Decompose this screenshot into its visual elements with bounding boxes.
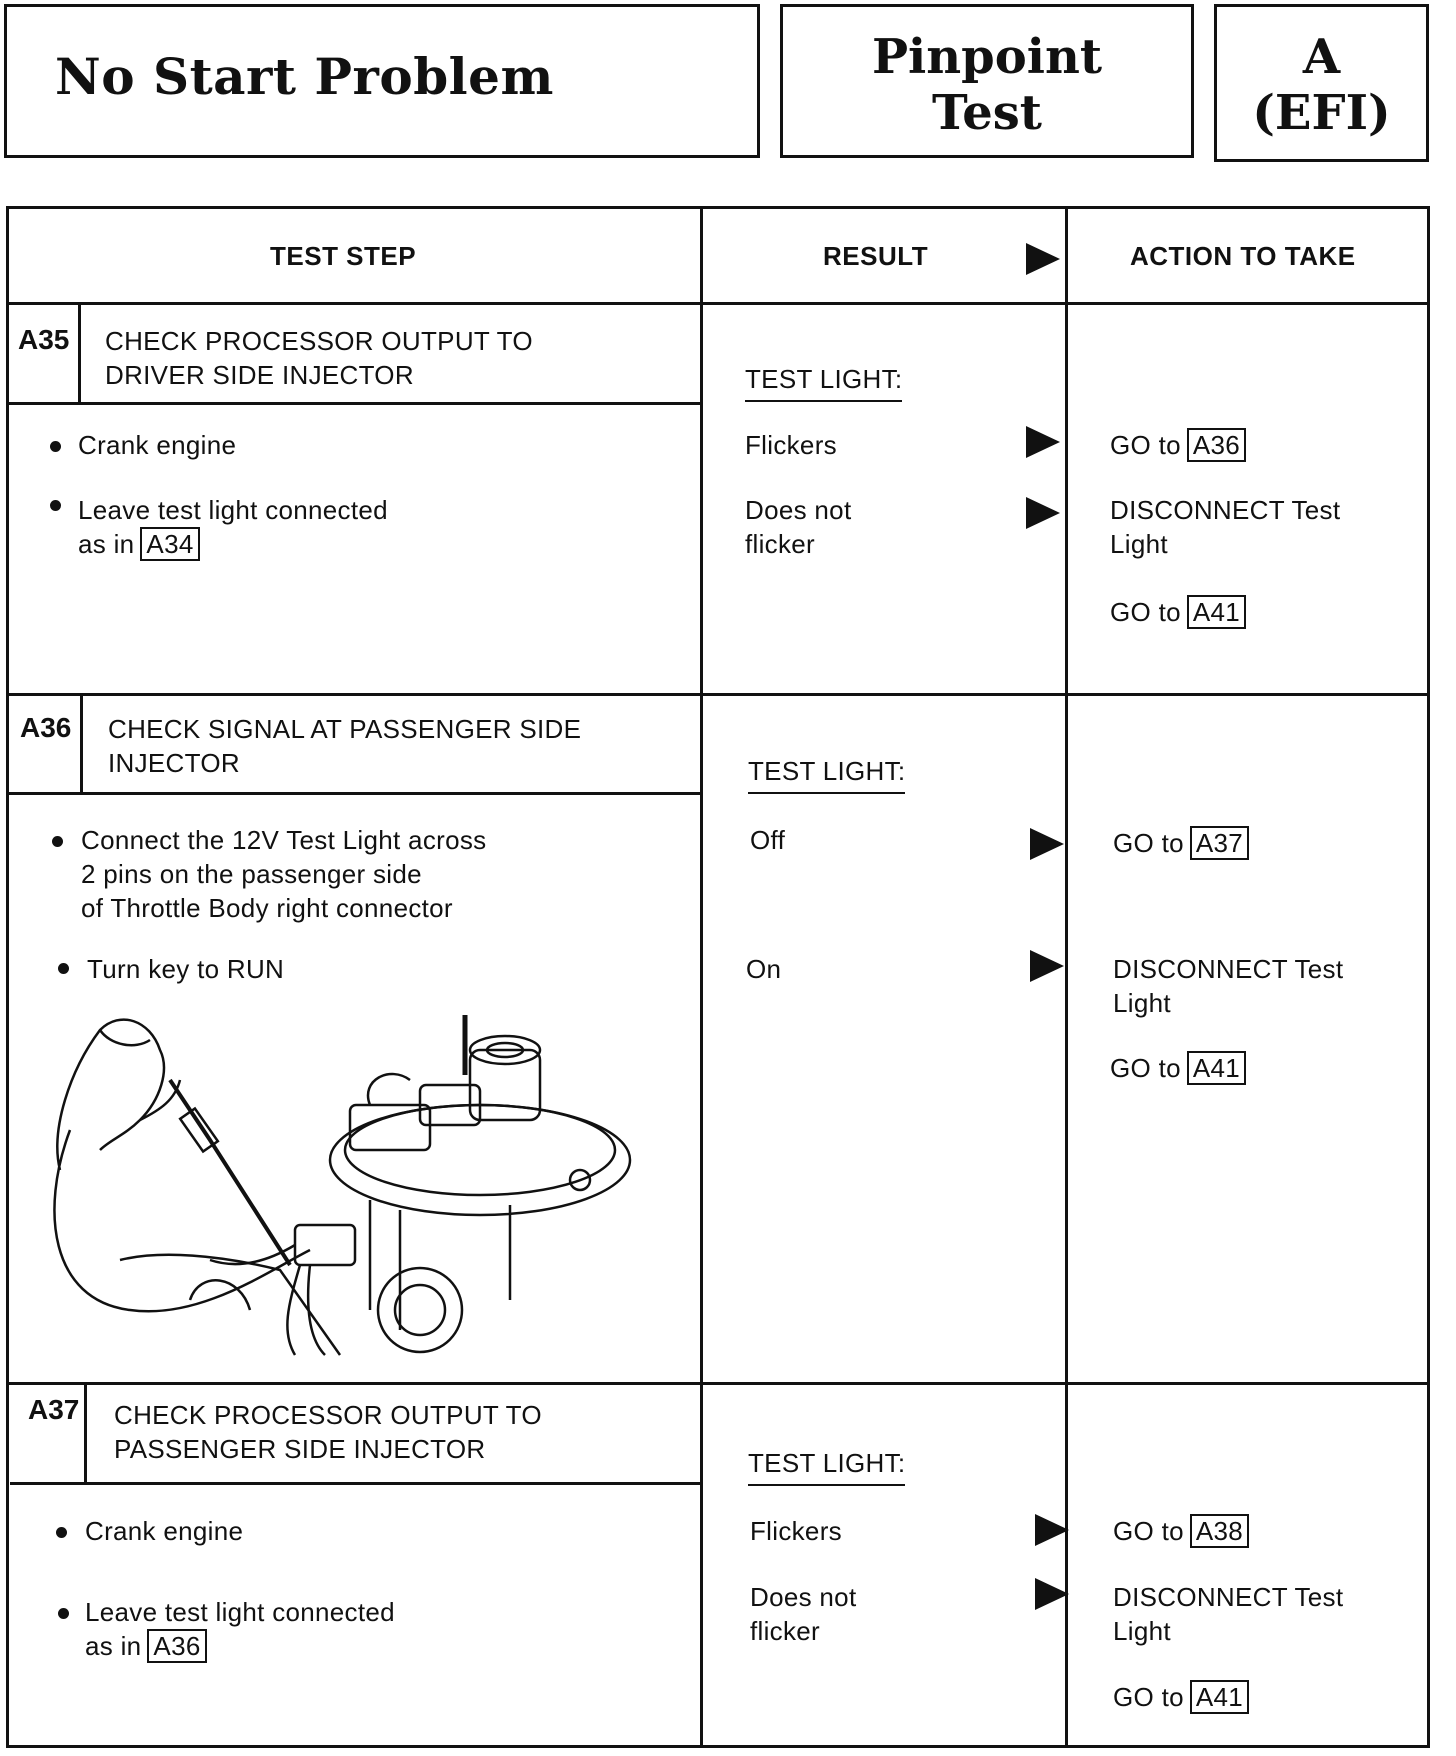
step-a35-action-2: DISCONNECT Test Light	[1110, 495, 1341, 559]
bullet-icon	[56, 1527, 67, 1538]
row-divider-1	[6, 693, 1430, 696]
bullet-icon	[52, 836, 63, 847]
header-row-divider	[6, 302, 1430, 305]
test-code-box	[1214, 4, 1429, 162]
step-a35-title-divider	[6, 402, 700, 405]
step-ref-a41[interactable]: A41	[1190, 1680, 1249, 1714]
bullet-icon	[58, 963, 69, 974]
step-a36-instruction-1: Connect the 12V Test Light across 2 pins on the passenger side of Throttle Body right connector	[81, 825, 487, 923]
step-a37-result-header	[748, 1446, 905, 1486]
step-ref-a41[interactable]: A41	[1187, 595, 1246, 629]
step-a36-id: A36	[20, 712, 72, 743]
bullet-icon	[58, 1608, 69, 1619]
result-header-text: TEST LIGHT:	[745, 362, 902, 402]
step-ref-a36[interactable]: A36	[1187, 428, 1246, 462]
step-a36-action-1	[1113, 826, 1249, 860]
page-title: No Start Problem	[55, 47, 554, 106]
instruction-text: Leave test light connected as in	[78, 495, 388, 559]
step-a37-action-2: DISCONNECT Test Light	[1113, 1582, 1344, 1646]
result-header-text: TEST LIGHT:	[748, 754, 905, 794]
column-header-result: RESULT	[823, 241, 929, 271]
step-ref-a38[interactable]: A38	[1190, 1514, 1249, 1548]
instruction-text: Leave test light connected as in	[85, 1597, 395, 1661]
step-a35-instruction-2	[78, 493, 388, 561]
step-a37-instruction-1: Crank engine	[85, 1516, 244, 1546]
step-a37-result-2: Does not flicker	[750, 1582, 857, 1646]
arrow-icon	[1026, 497, 1060, 529]
step-a37-title-divider	[10, 1482, 700, 1485]
step-a36-id-divider	[80, 693, 83, 792]
step-a35-instruction-1: Crank engine	[78, 430, 237, 460]
step-a35-action-1	[1110, 428, 1246, 462]
step-a35-result-header	[745, 362, 902, 402]
row-divider-2	[6, 1382, 1430, 1385]
pinpoint-label	[783, 29, 1191, 141]
test-light-probe	[170, 1080, 290, 1265]
connector	[295, 1225, 355, 1265]
action-text: GO to	[1113, 828, 1184, 858]
step-a35-title: CHECK PROCESSOR OUTPUT TO DRIVER SIDE INJECTOR	[105, 326, 533, 390]
test-light-lead	[54, 1130, 310, 1311]
step-a35-id-divider	[78, 302, 81, 402]
step-a37-action-1	[1113, 1514, 1249, 1548]
action-text: GO to	[1113, 1516, 1184, 1546]
step-a37-action-2-goto	[1113, 1680, 1249, 1714]
step-a36-action-2-goto	[1110, 1051, 1246, 1085]
action-text: GO to	[1110, 597, 1181, 627]
step-a36-title: CHECK SIGNAL AT PASSENGER SIDE INJECTOR	[108, 714, 582, 778]
step-ref-a37[interactable]: A37	[1190, 826, 1249, 860]
result-header-text: TEST LIGHT:	[748, 1446, 905, 1486]
test-code-letter: A	[1302, 29, 1341, 85]
bullet-icon	[50, 500, 61, 511]
step-ref-a34[interactable]: A34	[140, 527, 199, 561]
arrow-icon	[1035, 1578, 1069, 1610]
step-a37-id: A37	[28, 1394, 80, 1425]
step-a37-instruction-2	[85, 1595, 395, 1663]
pinpoint-box	[780, 4, 1194, 158]
step-a35-result-1: Flickers	[745, 430, 837, 460]
step-a35-action-2-goto	[1110, 595, 1246, 629]
pinpoint-line-1: Pinpoint	[871, 29, 1103, 85]
pinpoint-line-2: Test	[932, 85, 1042, 141]
arrow-icon	[1035, 1514, 1069, 1546]
step-ref-a41[interactable]: A41	[1187, 1051, 1246, 1085]
action-text: GO to	[1110, 430, 1181, 460]
result-arrow-icon	[1026, 243, 1060, 275]
step-a35-result-2: Does not flicker	[745, 495, 852, 559]
action-text: GO to	[1113, 1682, 1184, 1712]
column-divider-1	[700, 206, 703, 1748]
arrow-icon	[1030, 950, 1064, 982]
step-a36-title-divider	[6, 792, 700, 795]
step-ref-a36[interactable]: A36	[147, 1629, 206, 1663]
step-a36-instruction-2: Turn key to RUN	[87, 954, 285, 984]
step-a36-result-header	[748, 754, 905, 794]
column-header-test-step: TEST STEP	[270, 241, 417, 271]
step-a35-id: A35	[18, 324, 70, 355]
bullet-icon	[50, 441, 61, 452]
arrow-icon	[1026, 426, 1060, 458]
column-header-action: ACTION TO TAKE	[1130, 241, 1356, 271]
step-a37-result-1: Flickers	[750, 1516, 842, 1546]
step-a37-title: CHECK PROCESSOR OUTPUT TO PASSENGER SIDE INJECTOR	[114, 1400, 542, 1464]
test-code-system: (EFI)	[1252, 85, 1391, 141]
step-a36-result-2: On	[746, 954, 782, 984]
action-text: GO to	[1110, 1053, 1181, 1083]
throttle-body-illustration	[40, 1010, 640, 1360]
arrow-icon	[1030, 828, 1064, 860]
test-code-label	[1217, 29, 1426, 141]
step-a36-result-1: Off	[750, 825, 786, 855]
step-a37-id-divider	[84, 1382, 87, 1482]
step-a36-action-2: DISCONNECT Test Light	[1113, 954, 1344, 1018]
title-box	[4, 4, 760, 158]
